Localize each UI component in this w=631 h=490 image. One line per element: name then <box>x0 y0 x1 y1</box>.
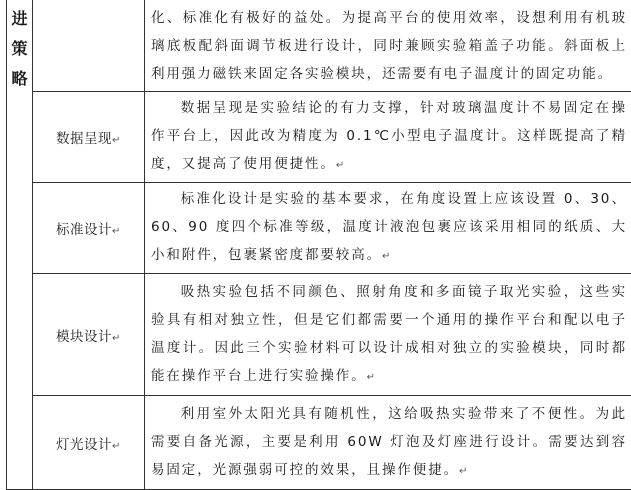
table-row <box>7 274 631 396</box>
row-content: 利用室外太阳光具有随机性，这给吸热实验带来了不便性。为此需要自备光源，主要是利用 60W 灯泡及灯座进行设计。需要达到容易固定，光源强弱可控的效果，且操作便捷。↵ <box>145 396 631 490</box>
table-row <box>7 0 631 92</box>
strategy-table <box>6 0 631 490</box>
row-label <box>33 0 145 92</box>
table-row <box>7 183 631 274</box>
side-heading-char: 进 <box>7 4 32 34</box>
row-content: 化、标准化有极好的益处。为提高平台的使用效率，设想利用有机玻璃底板配斜面调节板进行设计，同时兼顾实验箱盖子功能。斜面板上利用强力磁铁来固定各实验模块，还需要有电子温度计的固定功能。 <box>145 0 631 92</box>
table-row <box>7 396 631 490</box>
side-heading <box>7 0 33 490</box>
side-heading-char: 策 <box>7 34 32 64</box>
row-label: 模块设计↵ <box>33 274 145 396</box>
row-label: 灯光设计↵ <box>33 396 145 490</box>
row-content: 数据呈现是实验结论的有力支撑，针对玻璃温度计不易固定在操作平台上，因此改为精度为 0.1℃小型电子温度计。这样既提高了精度，又提高了使用便捷性。↵ <box>145 92 631 183</box>
row-content: 吸热实验包括不同颜色、照射角度和多面镜子取光实验，这些实验具有相对独立性，但是它们都需要一个通用的操作平台和配以电子温度计。因此三个实验材料可以设计成相对独立的实验模块，同时都能在操作平台上进行实验操作。↵ <box>145 274 631 396</box>
row-label: 数据呈现↵ <box>33 92 145 183</box>
row-label: 标准设计↵ <box>33 183 145 274</box>
side-heading-char: 略 <box>7 64 32 94</box>
row-content: 标准化设计是实验的基本要求，在角度设置上应该设置 0、30、60、90 度四个标准等级，温度计液泡包裹应该采用相同的纸质、大小和附件，包裹紧密度都要较高。↵ <box>145 183 631 274</box>
table-row <box>7 92 631 183</box>
